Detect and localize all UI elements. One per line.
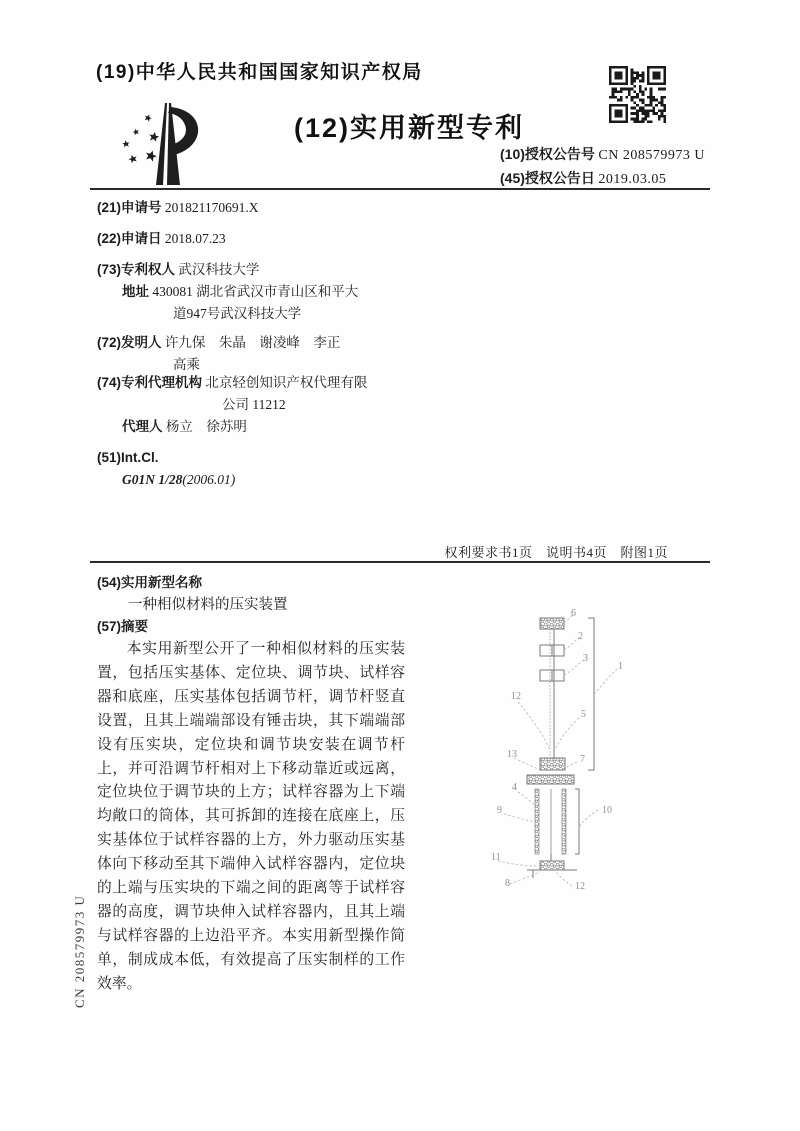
application-number-row <box>97 198 259 218</box>
publication-number-line <box>500 144 705 164</box>
svg-text:6: 6 <box>571 608 576 619</box>
fig-base-block <box>540 861 564 870</box>
address-label: 地址 <box>122 284 149 299</box>
svg-text:1: 1 <box>618 661 623 672</box>
patent-drawing <box>430 598 710 930</box>
publication-date-line <box>500 168 666 188</box>
svg-text:5: 5 <box>581 709 586 720</box>
agent-label: 代理人 <box>122 419 163 434</box>
fig-adjusting-block <box>540 670 564 681</box>
svg-text:12: 12 <box>575 881 585 892</box>
address-line2: 道947号武汉科技大学 <box>173 306 302 321</box>
inventors-row <box>97 333 340 353</box>
fig-assembly-bracket <box>588 618 594 770</box>
filing-date-row <box>97 229 226 249</box>
filing-date-value: 2018.07.23 <box>164 231 226 246</box>
svg-text:3: 3 <box>583 653 588 664</box>
fig-positioning-block <box>540 645 564 656</box>
inventors-label: (72)发明人 <box>97 335 162 350</box>
intcl-class: G01N 1/28 <box>122 472 183 487</box>
title-section-label: (54)实用新型名称 <box>97 575 203 590</box>
svg-text:10: 10 <box>602 805 612 816</box>
svg-text:11: 11 <box>491 852 501 863</box>
qr-code <box>609 66 666 123</box>
svg-text:12: 12 <box>511 691 521 702</box>
fig-compaction-block <box>540 758 565 770</box>
filing-date-label: (22)申请日 <box>97 231 162 246</box>
inventors-line2: 高乘 <box>173 357 200 372</box>
pages-info: 权利要求书1页 说明书4页 附图1页 <box>444 545 668 560</box>
abstract-section-label: (57)摘要 <box>97 619 149 634</box>
logo-stars <box>122 113 160 164</box>
fig-container-right-wall <box>562 789 566 854</box>
svg-text:4: 4 <box>512 782 517 793</box>
agent-row <box>122 417 247 437</box>
patent-office-title: (19)中华人民共和国国家知识产权局 <box>96 62 423 83</box>
svg-text:8: 8 <box>505 878 510 889</box>
publication-number-label: (10)授权公告号 <box>500 146 595 162</box>
body-divider <box>90 561 710 563</box>
intcl-version: (2006.01) <box>182 472 236 487</box>
address-line1: 430081 湖北省武汉市青山区和平大 <box>152 284 359 299</box>
patentee-row <box>97 260 259 280</box>
patentee-value: 武汉科技大学 <box>178 262 260 277</box>
svg-text:2: 2 <box>578 631 583 642</box>
figure-labels <box>491 608 623 892</box>
fig-container-left-wall <box>535 789 539 854</box>
fig-container-bracket <box>575 789 579 854</box>
application-number-value: 201821170691.X <box>164 200 259 215</box>
abstract-text: 本实用新型公开了一种相似材料的压实装置，包括压实基体、定位块、调节块、试样容器和底座，压实基体包括调节杆，调节杆竖直设置，且其上端端部设有锤击块，其下端端部设有压实块，定位块和调节块安装在调节杆上，并可沿调节杆相对上下移动靠近或远离，定位块位于调节块的上方；试样容器为上下端均敞口的筒体，其可拆卸的连接在底座上，压实基体位于试样容器的上方，外力驱动压实基体向下移动至其下端伸入试样容器内，定位块的上端与压实块的下端之间的距离等于试样容器的高度，调节块伸入试样容器内，且其上端与试样容器的上边沿平齐。本实用新型操作简单，制成成本低，有效提高了压实制样的工作效率。 <box>97 641 405 992</box>
publication-number-value: CN 208579973 U <box>598 148 705 163</box>
document-type-title: (12)实用新型专利 <box>294 113 525 143</box>
invention-title: 一种相似材料的压实装置 <box>128 597 288 613</box>
agent-names: 杨立 徐苏明 <box>165 419 247 434</box>
agency-line2: 公司 11212 <box>222 397 286 412</box>
intcl-value <box>122 470 235 490</box>
agency-label: (74)专利代理机构 <box>97 375 203 390</box>
intcl-row <box>97 448 159 468</box>
agency-row <box>97 373 367 393</box>
fig-compaction-disc <box>527 775 574 784</box>
svg-text:13: 13 <box>507 749 517 760</box>
header-divider <box>90 188 710 190</box>
patentee-label: (73)专利权人 <box>97 262 176 277</box>
sidebar-publication-number: CN 208579973 U <box>72 894 87 1008</box>
publication-date-label: (45)授权公告日 <box>500 170 595 186</box>
application-number-label: (21)申请号 <box>97 200 162 215</box>
cnipa-logo <box>112 97 212 192</box>
address-row <box>122 282 358 302</box>
inventors-line1: 许九保 朱晶 谢凌峰 李正 <box>164 335 341 350</box>
intcl-label: (51)Int.Cl. <box>97 450 159 465</box>
svg-text:7: 7 <box>580 754 585 765</box>
svg-text:9: 9 <box>497 805 502 816</box>
publication-date-value: 2019.03.05 <box>598 172 667 187</box>
agency-line1: 北京轻创知识产权代理有限 <box>205 375 368 390</box>
fig-hammer-block <box>540 618 564 629</box>
